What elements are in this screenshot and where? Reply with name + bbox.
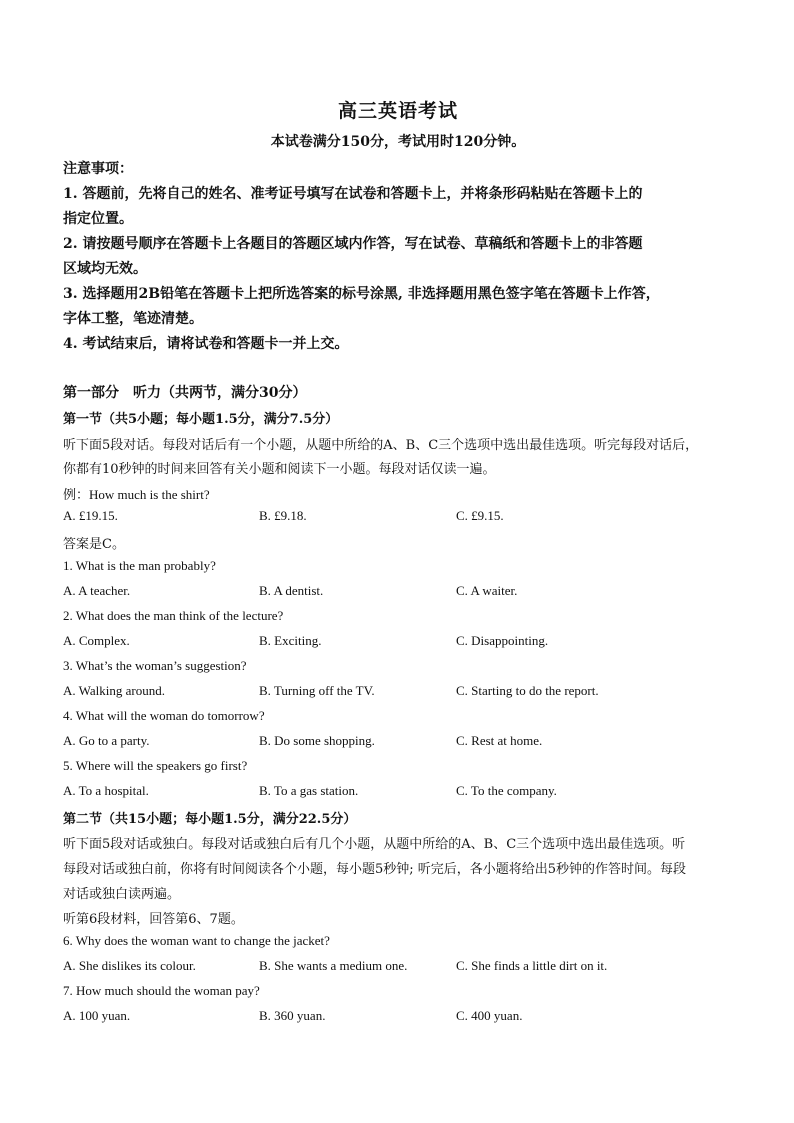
question-6: 6. Why does the woman want to change the jacket? [63, 933, 330, 948]
notice-line: 2. 请按题号顺序在答题卡上各题目的答题区域内作答，写在试卷、草稿纸和答题卡上的非答题 [63, 236, 643, 252]
option-b: B. Exciting. [259, 633, 322, 648]
example-question: 例：How much is the shirt? [63, 487, 210, 502]
example-option-b: B. £9.18. [259, 508, 307, 523]
section1-instruction: 听下面5段对话。每段对话后有一个小题，从题中所给的A、B、C三个选项中选出最佳选项。听完每段对话后， [63, 438, 699, 453]
notice-line: 指定位置。 [63, 211, 133, 227]
notice-heading: 注意事项： [63, 161, 133, 177]
option-c: C. A waiter. [456, 583, 518, 598]
option-c: C. 400 yuan. [456, 1008, 523, 1023]
example-option-a: A. £19.15. [63, 508, 118, 523]
option-a: A. To a hospital. [63, 783, 149, 798]
question-1: 1. What is the man probably? [63, 558, 216, 573]
material-label: 听第6段材料，回答第6、7题。 [63, 912, 244, 927]
page-subtitle: 本试卷满分150分，考试用时120分钟。 [270, 134, 526, 150]
notice-line: 4. 考试结束后，请将试卷和答题卡一并上交。 [63, 336, 349, 352]
section2-instruction: 听下面5段对话或独白。每段对话或独白后有几个小题，从题中所给的A、B、C三个选项中选出最佳选项。听 [63, 837, 686, 852]
option-b: B. To a gas station. [259, 783, 359, 798]
option-b: B. Do some shopping. [259, 733, 375, 748]
option-a: A. Go to a party. [63, 733, 150, 748]
part1-heading: 第一部分 听力（共两节，满分30分） [63, 385, 307, 401]
option-b: B. She wants a medium one. [259, 958, 408, 973]
section2-heading: 第二节（共15小题；每小题1.5分，满分22.5分） [63, 812, 357, 827]
question-4: 4. What will the woman do tomorrow? [63, 708, 265, 723]
option-c: C. She finds a little dirt on it. [456, 958, 608, 973]
option-c: C. Starting to do the report. [456, 683, 599, 698]
option-a: A. She dislikes its colour. [63, 958, 196, 973]
notice-line: 1. 答题前，先将自己的姓名、准考证号填写在试卷和答题卡上，并将条形码粘贴在答题卡上的 [63, 186, 643, 202]
section1-instruction: 你都有10秒钟的时间来回答有关小题和阅读下一小题。每段对话仅读一遍。 [63, 462, 496, 477]
section1-heading: 第一节（共5小题；每小题1.5分，满分7.5分） [63, 412, 339, 427]
example-option-c: C. £9.15. [456, 508, 504, 523]
question-3: 3. What’s the woman’s suggestion? [63, 658, 247, 673]
option-a: A. A teacher. [63, 583, 131, 598]
question-7: 7. How much should the woman pay? [63, 983, 260, 998]
section2-instruction: 每段对话或独白前，你将有时间阅读各个小题，每小题5秒钟; 听完后，各小题将给出5秒钟的作答时间。每段 [63, 862, 687, 877]
option-b: B. Turning off the TV. [259, 683, 375, 698]
notice-line: 3. 选择题用2B铅笔在答题卡上把所选答案的标号涂黑, 非选择题用黑色签字笔在答题卡上作答， [63, 286, 660, 302]
question-2: 2. What does the man think of the lecture? [63, 608, 284, 623]
option-c: C. To the company. [456, 783, 557, 798]
page-title: 高三英语考试 [337, 100, 458, 122]
option-a: A. 100 yuan. [63, 1008, 131, 1023]
option-b: B. A dentist. [259, 583, 324, 598]
section2-instruction: 对话或独白读两遍。 [63, 887, 181, 902]
option-c: C. Disappointing. [456, 633, 549, 648]
option-b: B. 360 yuan. [259, 1008, 326, 1023]
notice-line: 字体工整，笔迹清楚。 [63, 311, 203, 327]
example-answer: 答案是C。 [63, 537, 125, 552]
option-a: A. Complex. [63, 633, 130, 648]
option-c: C. Rest at home. [456, 733, 543, 748]
notice-line: 区域均无效。 [63, 261, 147, 277]
option-a: A. Walking around. [63, 683, 165, 698]
question-5: 5. Where will the speakers go first? [63, 758, 248, 773]
